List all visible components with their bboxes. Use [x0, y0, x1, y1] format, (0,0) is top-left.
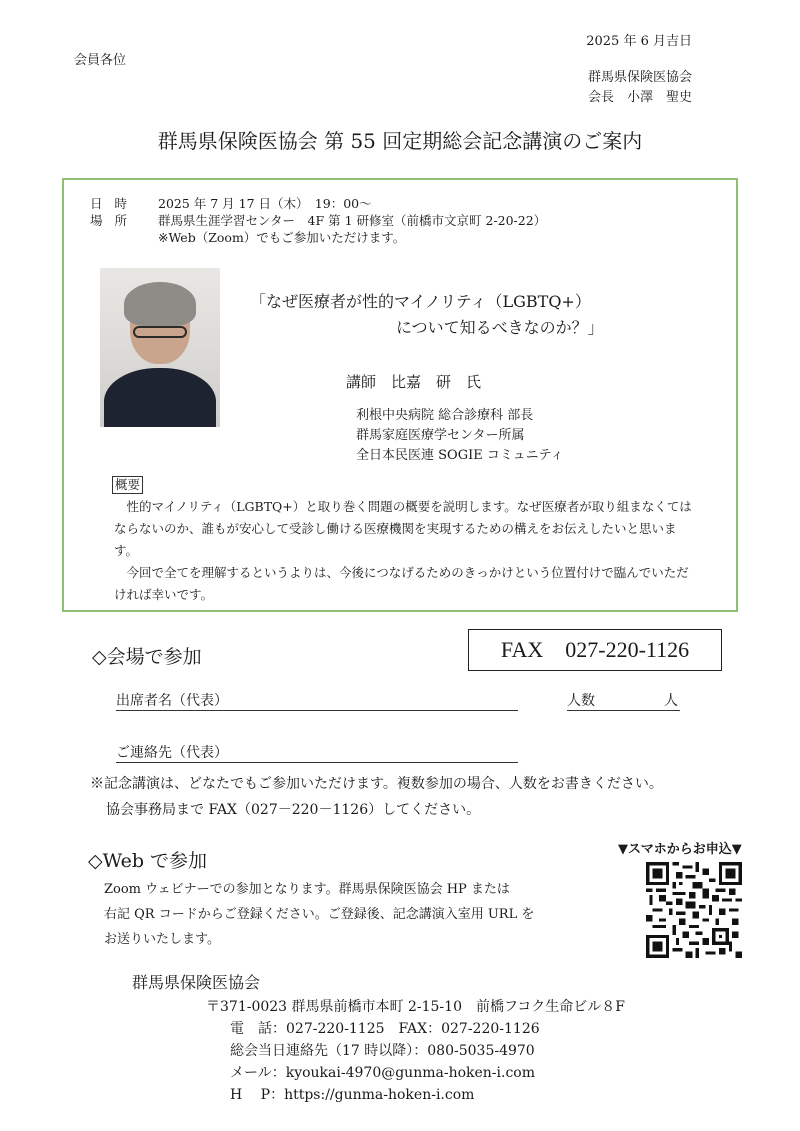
datetime-value: 2025 年 7 月 17 日（木） 19：00～ [158, 196, 372, 211]
attendee-name-label: 出席者名（代表） [116, 693, 228, 709]
datetime-label: 日時 [90, 196, 140, 211]
venue-note-line1: ※記念講演は、どなたでもご参加いただけます。複数参加の場合、人数をお書きください。 [90, 776, 663, 792]
sender-block [520, 68, 692, 108]
fax-number-box: FAX 027-220-1126 [468, 629, 722, 671]
qr-code-icon[interactable] [646, 862, 742, 958]
count-label: 人数 [567, 693, 595, 709]
photo-body [104, 368, 216, 427]
footer-phone: 電 話：027-220-1125 FAX：027-220-1126 [230, 1021, 540, 1037]
affiliation-item: 群馬家庭医療学センター所属 [356, 428, 525, 443]
qr-caption: ▼スマホからお申込▼ [618, 842, 742, 857]
place-label: 場所 [90, 213, 140, 228]
venue-note [90, 771, 663, 823]
web-text-line1: Zoom ウェビナーでの参加となります。群馬県保険医協会 HP または [104, 882, 510, 897]
summary-label: 概要 [112, 476, 143, 494]
speaker-photo [100, 268, 220, 427]
footer-org: 群馬県保険医協会 [132, 973, 261, 992]
place-value: 群馬県生涯学習センター 4F 第 1 研修室（前橋市文京町 2-20-22） [158, 213, 547, 228]
web-heading: ◇Web で参加 [88, 850, 208, 872]
speaker-affiliations [356, 406, 564, 466]
web-text-line2: 右記 QR コードからご登録ください。ご登録後、記念講演入室用 URL を [104, 907, 535, 922]
count-unit: 人 [664, 693, 678, 709]
venue-note-line2: 協会事務局まで FAX（027－220－1126）してください。 [106, 802, 481, 818]
sender-person: 会長 小澤 聖史 [587, 90, 692, 105]
footer-contact-block [206, 996, 625, 1106]
contact-field[interactable] [116, 742, 518, 763]
talk-title-line1: 「なぜ医療者が性的マイノリティ（LGBTQ+） [250, 292, 591, 311]
speaker-name: 講師 比嘉 研 氏 [346, 373, 482, 391]
footer-homepage[interactable]: H P：https://gunma-hoken-i.com [230, 1087, 475, 1103]
photo-glasses [133, 326, 187, 338]
venue-heading: ◇会場で参加 [92, 646, 202, 668]
footer-day-contact: 総会当日連絡先（17 時以降）：080-5035-4970 [230, 1043, 535, 1059]
footer-email[interactable]: メール：kyoukai-4970@gunma-hoken-i.com [230, 1065, 536, 1081]
footer-address: 〒371-0023 群馬県前橋市本町 2-15-10 前橋フコク生命ビル８F [206, 999, 625, 1015]
addressee: 会員各位 [74, 53, 127, 68]
page-title: 群馬県保険医協会 第 55 回定期総会記念講演のご案内 [157, 129, 643, 153]
web-text-line3: お送りいたします。 [104, 932, 220, 947]
affiliation-item: 利根中央病院 総合診療科 部長 [356, 408, 534, 423]
web-instructions [104, 877, 594, 952]
talk-title-line2: について知るべきなのか？」 [396, 318, 604, 337]
talk-title [250, 289, 604, 341]
event-info [90, 195, 546, 246]
contact-label: ご連絡先（代表） [116, 745, 228, 761]
web-participation-note: ※Web（Zoom）でもご参加いただけます。 [158, 230, 406, 245]
attendee-count-field[interactable] [567, 690, 680, 711]
attendee-name-field[interactable] [116, 690, 518, 711]
summary-text [114, 496, 694, 606]
affiliation-item: 全日本民医連 SOGIE コミュニティ [356, 448, 564, 463]
summary-paragraph: 今回で全てを理解するというよりは、今後につなげるためのきっかけという位置付けで臨んでいただければ幸いです。 [114, 565, 689, 602]
sender-org: 群馬県保険医協会 [587, 70, 692, 85]
summary-paragraph: 性的マイノリティ（LGBTQ+）と取り巻く問題の概要を説明します。なぜ医療者が取り組まなくてはならないのか、誰もが安心して受診し働ける医療機関を実現するための構えをお伝えしたいと思います。 [114, 499, 692, 558]
photo-hair [124, 282, 196, 326]
document-date: 2025 年 6 月吉日 [586, 34, 692, 49]
